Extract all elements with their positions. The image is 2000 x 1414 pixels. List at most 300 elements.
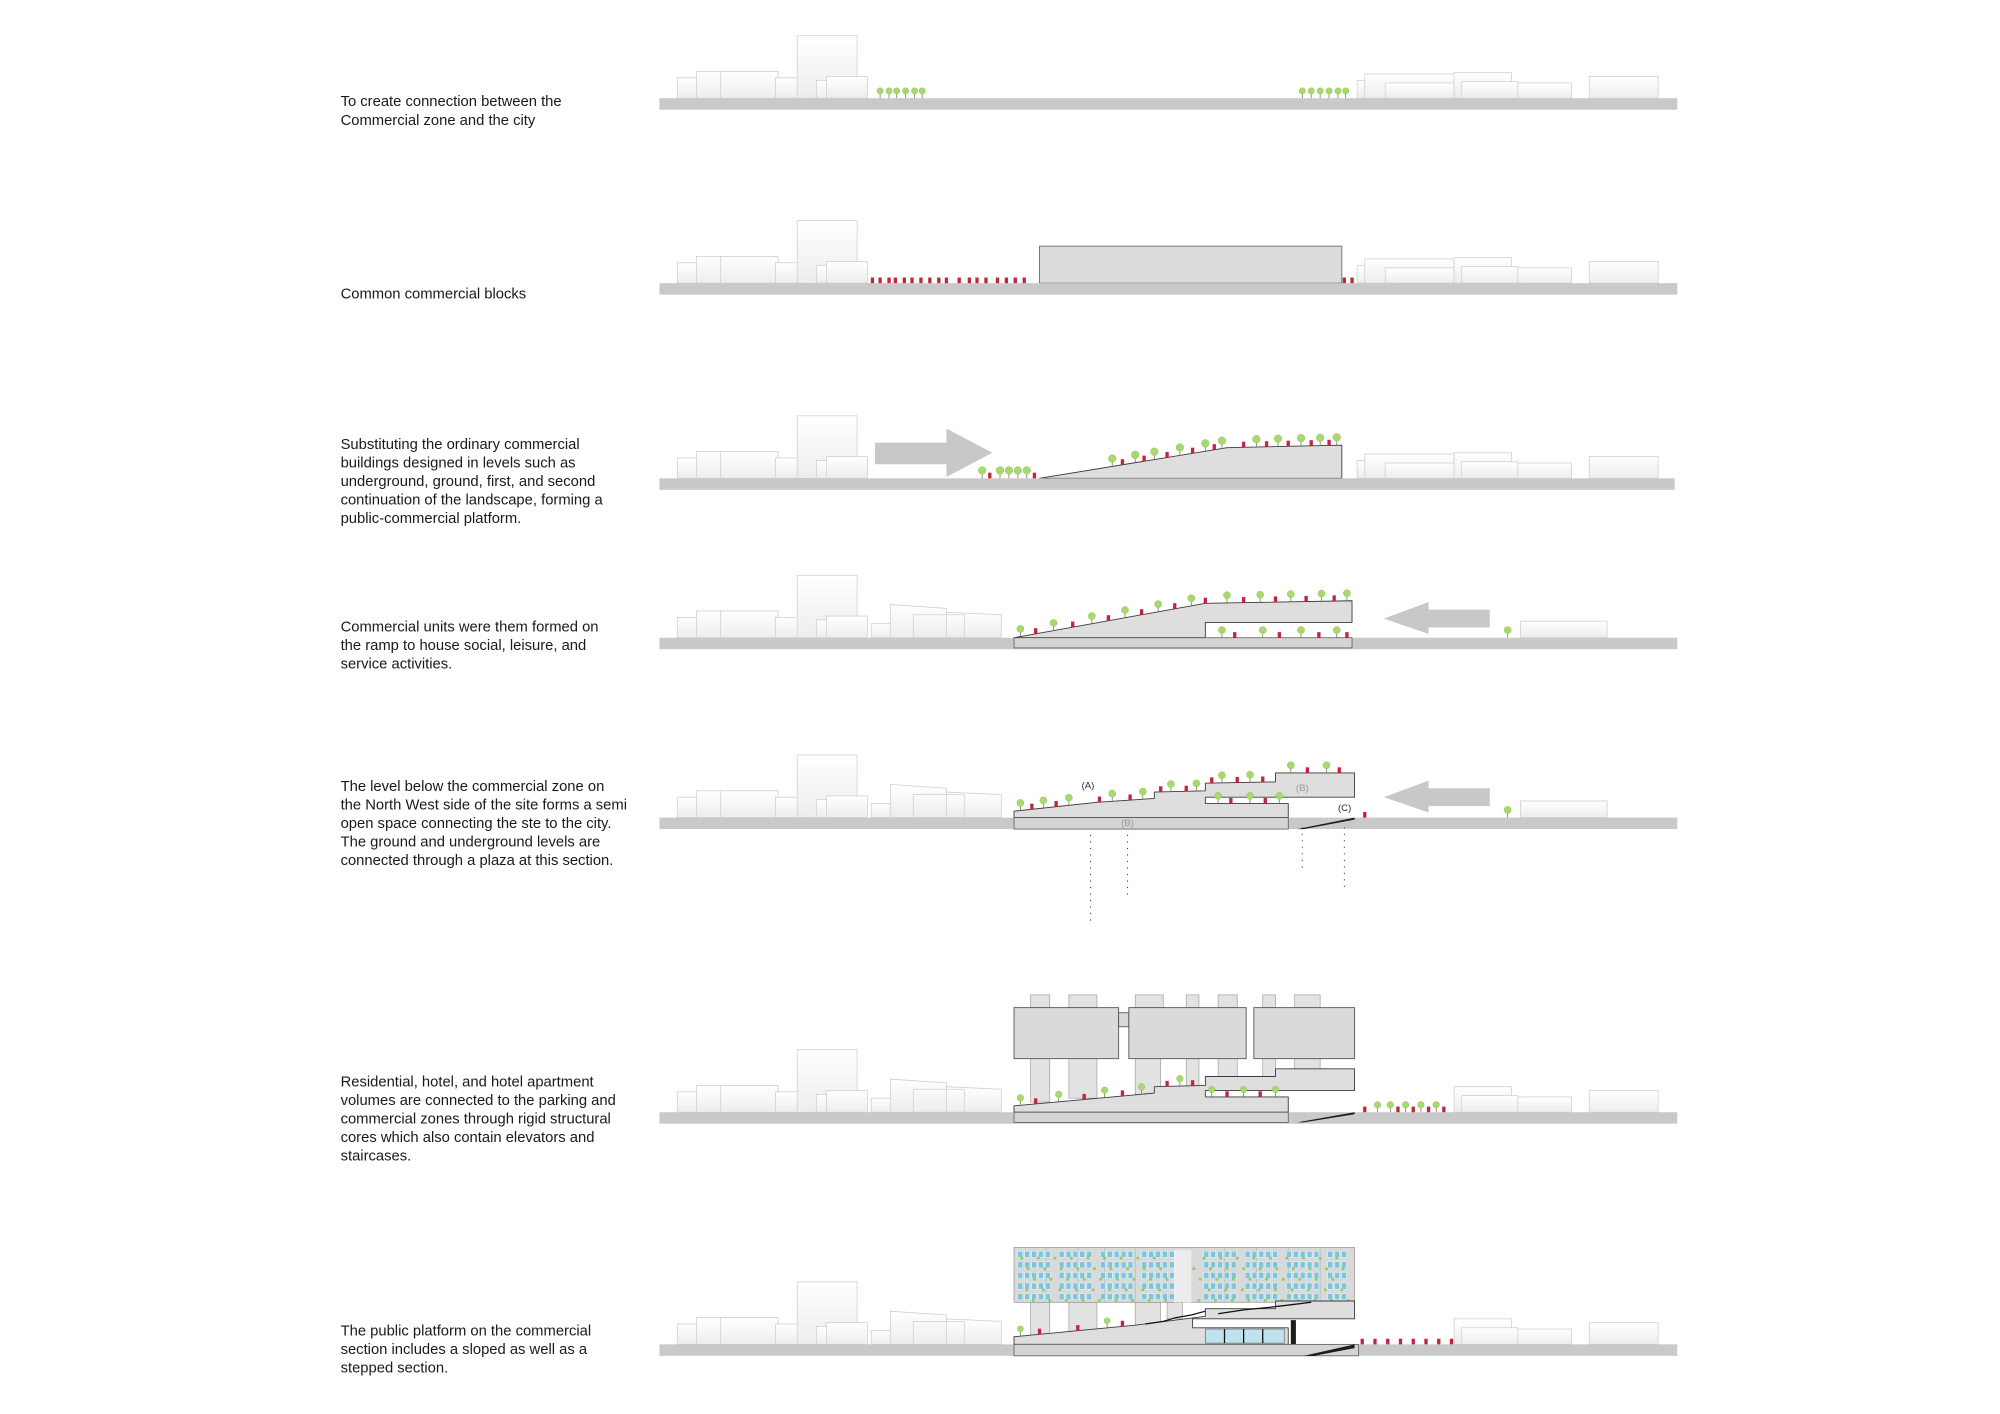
tree-icon — [1318, 590, 1325, 601]
balcony-plant — [1325, 1267, 1328, 1270]
balcony-plant — [1027, 1267, 1030, 1270]
tree-icon — [1323, 762, 1330, 773]
window — [1162, 1283, 1167, 1289]
window — [1045, 1283, 1050, 1289]
caption-line: volumes are connected to the parking and — [340, 1093, 616, 1110]
balcony-plant — [1149, 1278, 1152, 1281]
window — [1059, 1272, 1064, 1278]
window — [1307, 1262, 1312, 1268]
tree-icon — [1017, 1326, 1023, 1336]
window — [1266, 1283, 1271, 1289]
people-activity-marker — [1412, 1339, 1415, 1345]
tree-canopy — [1017, 799, 1024, 806]
tree-icon — [1202, 440, 1210, 452]
city-building — [1462, 82, 1518, 99]
people-activity-marker — [1233, 632, 1236, 638]
caption-4 — [341, 619, 603, 672]
balcony-plant — [1257, 1288, 1260, 1291]
city-building — [946, 1319, 1001, 1345]
tree-icon — [1326, 88, 1332, 98]
city-building — [827, 1323, 868, 1345]
tree-canopy — [1259, 627, 1266, 634]
tree-icon — [1005, 467, 1013, 479]
people-activity-marker — [1386, 1339, 1389, 1345]
city-building — [827, 77, 868, 99]
city-left — [677, 416, 867, 478]
window — [1101, 1294, 1106, 1300]
structural-core — [1069, 1302, 1097, 1333]
caption-line: section includes a sloped as well as a — [340, 1341, 588, 1358]
people-activity-marker — [1034, 628, 1037, 634]
city-building — [1589, 77, 1658, 99]
balcony-plant — [1264, 1299, 1267, 1302]
people-activity-marker — [996, 278, 999, 284]
structural-core — [1186, 995, 1199, 1008]
tree-canopy — [1101, 1087, 1108, 1094]
window — [1335, 1294, 1340, 1300]
balcony-plant — [1215, 1278, 1218, 1281]
people-activity-marker — [1350, 278, 1353, 284]
tree-canopy — [1065, 794, 1072, 801]
window — [1080, 1262, 1085, 1268]
window — [1142, 1294, 1147, 1300]
city-right — [1454, 1087, 1658, 1113]
window — [1245, 1294, 1250, 1300]
city-right — [1357, 258, 1658, 284]
balcony-plant — [1324, 1288, 1327, 1291]
window — [1149, 1272, 1154, 1278]
balcony-plant — [1048, 1299, 1051, 1302]
window — [1032, 1272, 1037, 1278]
city-building — [827, 457, 868, 479]
window — [1032, 1283, 1037, 1289]
window — [1162, 1251, 1167, 1257]
window — [1314, 1294, 1319, 1300]
tree-icon — [1017, 1094, 1024, 1105]
city-building — [1589, 457, 1658, 479]
window — [1114, 1283, 1119, 1289]
city-building — [1462, 462, 1518, 479]
window — [1080, 1251, 1085, 1257]
city-building — [1518, 83, 1572, 98]
window — [1156, 1251, 1161, 1257]
people-activity-marker — [1236, 777, 1239, 783]
caption-line: Substituting the ordinary commercial — [340, 436, 580, 453]
tree-icon — [1297, 434, 1305, 446]
people-activity-marker — [1278, 632, 1281, 638]
tree-canopy — [1188, 595, 1195, 602]
caption-3 — [341, 437, 607, 527]
balcony-plant — [1025, 1288, 1028, 1291]
tree-canopy — [1218, 772, 1225, 779]
tree-canopy — [1215, 792, 1222, 799]
section-panel-6 — [659, 995, 1677, 1124]
tree-canopy — [1257, 591, 1264, 598]
city-building — [1518, 268, 1572, 283]
tree-icon — [1108, 455, 1116, 467]
balcony-plant — [1125, 1288, 1128, 1291]
underground-level — [1014, 1344, 1358, 1355]
balcony-plant — [1108, 1288, 1111, 1291]
window — [1252, 1294, 1257, 1300]
tree-canopy — [1017, 1326, 1023, 1332]
tree-canopy — [1088, 612, 1095, 619]
window — [1087, 1262, 1092, 1268]
balcony-plant — [1285, 1257, 1288, 1260]
window — [1107, 1294, 1112, 1300]
underground-level — [1014, 638, 1352, 648]
balcony-plant — [1274, 1288, 1277, 1291]
balcony-plant — [1308, 1267, 1311, 1270]
people-activity-marker — [1191, 1080, 1194, 1086]
tree-icon — [1088, 612, 1095, 623]
window — [1149, 1262, 1154, 1268]
window — [1259, 1294, 1264, 1300]
window — [1059, 1283, 1064, 1289]
sloped-and-stepped-platform — [1014, 1301, 1355, 1344]
balcony-plant — [1248, 1278, 1251, 1281]
city-left — [677, 1282, 1001, 1344]
tree-icon — [1272, 1086, 1279, 1097]
window — [1114, 1294, 1119, 1300]
caption-line: The public platform on the commercial — [340, 1323, 592, 1340]
people-activity-marker — [1264, 798, 1267, 804]
direction-arrow-right — [875, 429, 992, 477]
balcony-plant — [1298, 1278, 1301, 1281]
balcony-plant — [1109, 1267, 1112, 1270]
city-building — [871, 1098, 890, 1112]
people-activity-marker — [1287, 441, 1290, 447]
window — [1018, 1251, 1023, 1257]
caption-line: commercial zones through rigid structural — [340, 1111, 611, 1128]
caption-line: Residential, hotel, and hotel apartment — [340, 1074, 594, 1091]
tree-canopy — [1387, 1102, 1394, 1109]
caption-line: The level below the commercial zone on — [340, 778, 605, 795]
city-building — [827, 796, 868, 818]
tree-icon — [1017, 799, 1024, 810]
window — [1121, 1262, 1126, 1268]
structural-core — [1069, 1059, 1097, 1099]
city-building — [1518, 463, 1572, 478]
tree-canopy — [1374, 1102, 1381, 1109]
city-building — [1520, 621, 1607, 638]
city-building — [827, 1091, 868, 1113]
window — [1142, 1283, 1147, 1289]
window — [1162, 1262, 1167, 1268]
window — [1169, 1272, 1174, 1278]
window — [1300, 1283, 1305, 1289]
structural-core — [1069, 995, 1097, 1008]
tree-icon — [1139, 788, 1146, 799]
balcony-plant — [1265, 1278, 1268, 1281]
people-activity-marker — [1306, 767, 1309, 773]
balcony-plant — [1282, 1278, 1285, 1281]
balcony-plant — [1208, 1288, 1211, 1291]
window — [1224, 1283, 1229, 1289]
window — [1059, 1262, 1064, 1268]
window — [1149, 1294, 1154, 1300]
tree-icon — [1218, 772, 1225, 783]
tree-icon — [1177, 1075, 1184, 1086]
window — [1273, 1283, 1278, 1289]
caption-line: continuation of the landscape, forming a — [340, 492, 603, 509]
balcony-plant — [1232, 1278, 1235, 1281]
window — [1025, 1272, 1030, 1278]
balcony-plant — [1083, 1278, 1086, 1281]
balcony-plant — [1060, 1267, 1063, 1270]
balcony-plant — [1115, 1299, 1118, 1302]
window — [1211, 1251, 1216, 1257]
window — [1218, 1272, 1223, 1278]
tree-canopy — [1308, 88, 1314, 94]
caption-line: The ground and underground levels are — [340, 834, 601, 851]
people-activity-marker — [945, 278, 948, 284]
window — [1273, 1262, 1278, 1268]
balcony-plant — [1132, 1278, 1135, 1281]
window — [1073, 1283, 1078, 1289]
tree-icon — [919, 88, 925, 98]
people-activity-marker — [1274, 596, 1277, 602]
tree-icon — [911, 88, 917, 98]
city-left — [677, 36, 867, 98]
window — [1025, 1283, 1030, 1289]
city-right — [1454, 1319, 1658, 1345]
window — [1114, 1262, 1119, 1268]
balcony-plant — [1131, 1299, 1134, 1302]
people-activity-marker — [1159, 786, 1162, 792]
window — [1335, 1283, 1340, 1289]
window — [1114, 1251, 1119, 1257]
structural-core — [1263, 1059, 1276, 1077]
balcony-plant — [1242, 1267, 1245, 1270]
tree-icon — [978, 467, 986, 479]
balcony-plant — [1141, 1288, 1144, 1291]
window — [1169, 1251, 1174, 1257]
tree-icon — [1274, 435, 1282, 447]
city-building — [1589, 261, 1658, 283]
balcony-plant — [1058, 1288, 1061, 1291]
window — [1128, 1272, 1133, 1278]
window — [1107, 1283, 1112, 1289]
tree-icon — [1257, 591, 1264, 602]
caption-line: cores which also contain elevators and — [340, 1130, 595, 1147]
tree-canopy — [919, 88, 925, 94]
city-building — [1462, 1096, 1518, 1113]
window — [1080, 1283, 1085, 1289]
people-activity-marker — [1399, 1339, 1402, 1345]
people-activity-marker — [1083, 1094, 1086, 1100]
balcony-plant — [1224, 1288, 1227, 1291]
people-activity-marker — [1363, 812, 1366, 818]
tree-canopy — [1504, 806, 1511, 813]
city-left — [677, 1050, 1001, 1112]
window — [1169, 1294, 1174, 1300]
people-activity-marker — [1424, 1339, 1427, 1345]
tree-icon — [1259, 627, 1266, 638]
tree-canopy — [1167, 780, 1174, 787]
window — [1266, 1251, 1271, 1257]
people-activity-marker — [1437, 1339, 1440, 1345]
balcony-plant — [1158, 1288, 1161, 1291]
city-building — [721, 611, 778, 638]
people-activity-marker — [1210, 777, 1213, 783]
balcony-plant — [1086, 1257, 1089, 1260]
window — [1107, 1262, 1112, 1268]
window — [1045, 1272, 1050, 1278]
tree-canopy — [1131, 451, 1139, 459]
window — [1066, 1251, 1071, 1257]
window — [1101, 1272, 1106, 1278]
city-right — [1357, 453, 1658, 479]
tree-canopy — [1272, 1086, 1279, 1093]
city-building — [1385, 83, 1454, 98]
balcony-plant — [1099, 1278, 1102, 1281]
tree-icon — [1215, 792, 1222, 803]
window — [1293, 1272, 1298, 1278]
window — [1156, 1294, 1161, 1300]
tree-canopy — [1193, 780, 1200, 787]
window — [1224, 1272, 1229, 1278]
window — [1121, 1251, 1126, 1257]
section-panel-3 — [659, 416, 1674, 490]
section-panel-4 — [659, 575, 1677, 649]
tree-icon — [1374, 1102, 1381, 1113]
window — [1156, 1283, 1161, 1289]
people-activity-marker — [1265, 441, 1268, 447]
tree-canopy — [1121, 606, 1128, 613]
caption-5 — [341, 779, 632, 869]
window — [1218, 1262, 1223, 1268]
tree-icon — [1418, 1102, 1425, 1113]
people-activity-marker — [1229, 798, 1232, 804]
tree-canopy — [1297, 434, 1305, 442]
city-building — [871, 1330, 890, 1344]
window — [1142, 1272, 1147, 1278]
city-building — [721, 1318, 778, 1345]
window — [1087, 1294, 1092, 1300]
window — [1066, 1294, 1071, 1300]
city-building — [1518, 1097, 1572, 1112]
window — [1128, 1262, 1133, 1268]
balcony-plant — [1252, 1257, 1255, 1260]
window — [1018, 1283, 1023, 1289]
people-activity-marker — [1327, 440, 1330, 446]
people-activity-marker — [1373, 1339, 1376, 1345]
tree-canopy — [886, 88, 892, 94]
city-building — [871, 624, 890, 638]
tree-canopy — [893, 88, 899, 94]
people-activity-marker — [919, 278, 922, 284]
people-activity-marker — [1412, 1107, 1415, 1113]
window — [1039, 1294, 1044, 1300]
tree-canopy — [1050, 619, 1057, 626]
tree-canopy — [1433, 1102, 1440, 1109]
people-activity-marker — [1427, 1107, 1430, 1113]
tree-canopy — [1138, 1084, 1145, 1091]
structural-core — [1218, 1059, 1237, 1077]
people-activity-marker — [1361, 1339, 1364, 1345]
tree-icon — [1333, 434, 1341, 446]
balcony-plant — [1065, 1299, 1068, 1302]
caption-line: Commercial zone and the city — [340, 112, 536, 129]
people-activity-marker — [1121, 459, 1124, 465]
balcony-plant — [1209, 1267, 1212, 1270]
tree-icon — [1218, 627, 1225, 638]
tree-icon — [1218, 437, 1226, 449]
people-activity-marker — [1191, 448, 1194, 454]
city-building — [946, 1087, 1001, 1113]
window — [1204, 1262, 1209, 1268]
tree-canopy — [1335, 88, 1341, 94]
window — [1252, 1272, 1257, 1278]
city-right — [1520, 801, 1607, 818]
window — [1204, 1251, 1209, 1257]
underground-level — [1014, 1112, 1288, 1122]
window — [1245, 1272, 1250, 1278]
window — [1142, 1262, 1147, 1268]
window — [1066, 1283, 1071, 1289]
window — [1328, 1251, 1333, 1257]
window — [1211, 1262, 1216, 1268]
window — [1211, 1283, 1216, 1289]
window — [1293, 1283, 1298, 1289]
window — [1259, 1283, 1264, 1289]
balcony-plant — [1291, 1288, 1294, 1291]
people-activity-marker — [1030, 804, 1033, 810]
window — [1045, 1294, 1050, 1300]
window — [1169, 1283, 1174, 1289]
tree-icon — [902, 88, 908, 98]
city-building — [890, 605, 946, 638]
balcony-plant — [1319, 1257, 1322, 1260]
balcony-plant — [1049, 1278, 1052, 1281]
window — [1101, 1283, 1106, 1289]
window — [1162, 1272, 1167, 1278]
hotel-volume — [1129, 1008, 1246, 1059]
people-activity-marker — [1242, 442, 1245, 448]
tree-icon — [1504, 806, 1511, 817]
people-activity-marker — [1005, 278, 1008, 284]
tree-icon — [1131, 451, 1139, 463]
window — [1045, 1251, 1050, 1257]
balcony-plant — [1033, 1278, 1036, 1281]
people-activity-marker — [1071, 622, 1074, 628]
direction-arrow-left — [1384, 781, 1490, 813]
label-b-platform: (B) — [1295, 782, 1309, 794]
caption-line: stepped section. — [340, 1360, 449, 1377]
window — [1087, 1283, 1092, 1289]
window — [1149, 1251, 1154, 1257]
balcony-plant — [1116, 1278, 1119, 1281]
tree-icon — [1176, 444, 1184, 456]
city-building — [946, 612, 1001, 638]
tree-icon — [996, 467, 1004, 479]
facade-core-gap — [1173, 1250, 1191, 1302]
caption-line: staircases. — [340, 1148, 412, 1165]
window — [1300, 1262, 1305, 1268]
window — [1039, 1272, 1044, 1278]
tree-icon — [1023, 467, 1031, 479]
window — [1080, 1272, 1085, 1278]
tree-icon — [1253, 435, 1261, 447]
tree-canopy — [1318, 590, 1325, 597]
balcony-plant — [1342, 1267, 1345, 1270]
structural-core — [1031, 995, 1050, 1008]
commercial-block — [1040, 246, 1342, 283]
window — [1121, 1283, 1126, 1289]
people-activity-marker — [1165, 1081, 1168, 1087]
window — [1314, 1251, 1319, 1257]
